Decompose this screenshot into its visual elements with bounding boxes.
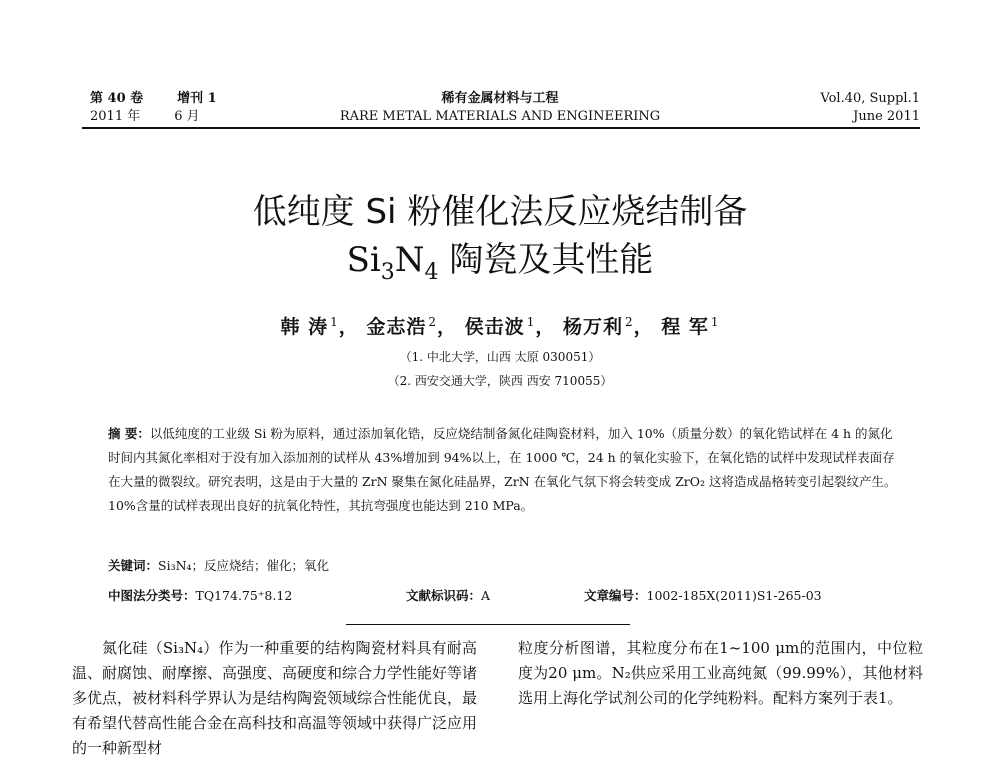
body-column-left: 氮化硅（Si₃N₄）作为一种重要的结构陶瓷材料具有耐高温、耐腐蚀、耐摩擦、高强度、高硬度和综合力学性能好等诸多优点，被材料科学界认为是结构陶瓷领域综合性能优良，最有希望代替高性能合金在高科技和高温等领域中获得广泛应用的一种新型材 xyxy=(72,639,478,757)
article-number xyxy=(584,586,822,604)
author-name: 杨万利 xyxy=(562,316,623,338)
author-affiliation-mark: 1 xyxy=(330,314,339,329)
title-si: Si xyxy=(346,240,381,280)
art-label: 文章编号： xyxy=(584,588,647,603)
author-name: 程 军 xyxy=(661,316,709,338)
journal-name xyxy=(80,90,920,126)
header-issue-en xyxy=(820,90,920,126)
author-separator: ， xyxy=(633,316,654,338)
art-value: 1002-185X(2011)S1-265-03 xyxy=(646,588,822,603)
author-affiliation-mark: 2 xyxy=(624,314,634,329)
running-header xyxy=(80,90,920,130)
title-line-2 xyxy=(0,236,1000,297)
keywords-label: 关键词： xyxy=(108,558,159,573)
keywords-text: Si₃N₄；反应烧结；催化；氧化 xyxy=(158,558,330,573)
abstract xyxy=(108,422,898,518)
author-separator: ， xyxy=(437,316,458,338)
author-list xyxy=(0,312,1000,339)
clc-value: TQ174.75⁺8.12 xyxy=(195,588,293,603)
title-rest: 陶瓷及其性能 xyxy=(438,240,654,280)
supplement-cn: 增刊 1 xyxy=(177,91,217,106)
clc-label: 中图法分类号： xyxy=(108,588,196,603)
paper-title xyxy=(0,188,1000,297)
title-sub-3: 3 xyxy=(380,259,395,285)
author-name: 金志浩 xyxy=(366,316,427,338)
volume-en: Vol.40, Suppl.1 xyxy=(820,91,920,106)
affiliation-2: （2. 西安交通大学，陕西 西安 710055） xyxy=(387,374,613,388)
author-separator: ， xyxy=(535,316,556,338)
title-sub-4: 4 xyxy=(424,259,439,285)
author-affiliation-mark: 1 xyxy=(526,314,536,329)
abstract-label: 摘 要： xyxy=(108,426,150,441)
header-rule xyxy=(82,127,920,129)
clc-number xyxy=(108,586,378,604)
date-en: June 2011 xyxy=(853,109,920,124)
author-separator: ， xyxy=(338,316,359,338)
section-separator xyxy=(346,624,630,625)
affiliation-1: （1. 中北大学，山西 太原 030051） xyxy=(399,350,601,364)
abstract-text: 以低纯度的工业级 Si 粉为原料，通过添加氧化锆，反应烧结制备氮化硅陶瓷材料，加入 10%（质量分数）的氧化锆试样在 4 h 的氮化时间内其氮化率相对于没有加入添加剂的试样从 43%增加到 94%以上，在 1000 ℃，24 h 的氧化实验下，在氧化锆的试样中发现试样表面存在大量的微裂纹。研究表明，这是由于大量的 ZrN 聚集在氮化硅晶界，ZrN 在氧化气氛下将会转变成 ZrO₂ 这将造成晶格转变引起裂纹产生。10%含量的试样表现出良好的抗氧化特性，其抗弯强度也能达到 210 MPa。 xyxy=(108,426,897,513)
document-code xyxy=(406,586,556,604)
author-affiliation-mark: 2 xyxy=(428,314,438,329)
author-name: 侯击波 xyxy=(464,316,525,338)
body-column-right: 粒度分析图谱，其粒度分布在1~100 μm的范围内，中位粒度为20 μm。N₂供应采用工业高纯氮（99.99%），其他材料选用上海化学试剂公司的化学纯粉料。配料方案列于表1。 xyxy=(518,639,923,707)
month-cn: 6 月 xyxy=(174,109,200,124)
author-name: 韩 涛 xyxy=(280,316,329,338)
classification-line xyxy=(108,586,888,604)
journal-name-cn: 稀有金属材料与工程 xyxy=(441,91,559,106)
doc-value: A xyxy=(481,588,491,603)
doc-label: 文献标识码： xyxy=(406,588,482,603)
volume-cn: 第 40 卷 xyxy=(90,91,144,106)
title-line-1: 低纯度 Si 粉催化法反应烧结制备 xyxy=(252,192,748,232)
title-n: N xyxy=(394,240,425,280)
year-cn: 2011 年 xyxy=(90,109,141,124)
journal-name-en: RARE METAL MATERIALS AND ENGINEERING xyxy=(339,109,661,124)
author-affiliation-mark: 1 xyxy=(710,314,720,329)
keywords xyxy=(108,556,329,574)
